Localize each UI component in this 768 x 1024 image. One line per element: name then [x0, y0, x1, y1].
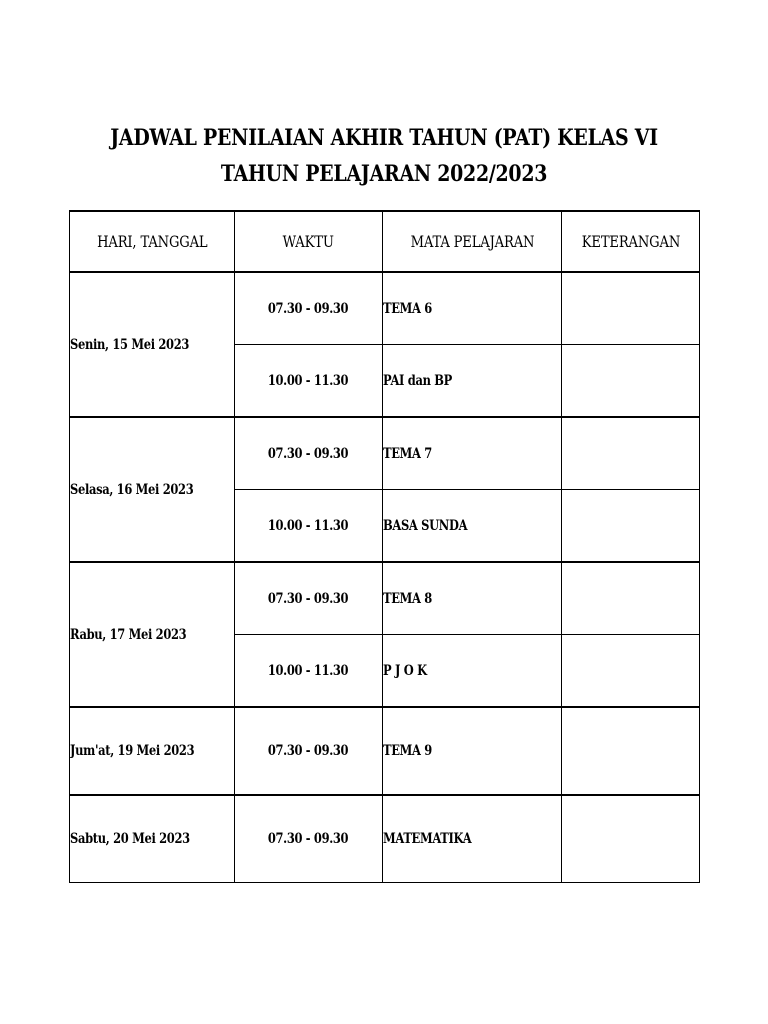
time-cell: 10.00 - 11.30 — [235, 345, 383, 418]
exam-schedule-table — [69, 210, 700, 883]
table-header-row — [70, 211, 700, 272]
note-cell — [562, 795, 700, 883]
time-cell: 07.30 - 09.30 — [235, 795, 383, 883]
subject-cell: BASA SUNDA — [383, 490, 562, 563]
document-title: JADWAL PENILAIAN AKHIR TAHUN (PAT) KELAS VI — [110, 125, 658, 151]
subject-cell: TEMA 8 — [383, 562, 562, 635]
day-cell: Selasa, 16 Mei 2023 — [70, 417, 235, 562]
time-cell: 07.30 - 09.30 — [235, 272, 383, 345]
subject-cell: TEMA 9 — [383, 707, 562, 795]
note-cell — [562, 707, 700, 795]
note-cell — [562, 635, 700, 708]
note-cell — [562, 345, 700, 418]
note-cell — [562, 562, 700, 635]
note-cell — [562, 417, 700, 490]
day-cell: Rabu, 17 Mei 2023 — [70, 562, 235, 707]
day-cell: Senin, 15 Mei 2023 — [70, 272, 235, 417]
time-cell: 07.30 - 09.30 — [235, 562, 383, 635]
subject-cell: TEMA 6 — [383, 272, 562, 345]
document-subtitle: TAHUN PELAJARAN 2022/2023 — [220, 161, 548, 187]
header-note: KETERANGAN — [562, 211, 700, 272]
header-time: WAKTU — [235, 211, 383, 272]
header-subject: MATA PELAJARAN — [383, 211, 562, 272]
day-cell: Jum'at, 19 Mei 2023 — [70, 707, 235, 795]
table-row — [70, 562, 700, 635]
time-cell: 07.30 - 09.30 — [235, 707, 383, 795]
time-cell: 10.00 - 11.30 — [235, 635, 383, 708]
table-row — [70, 417, 700, 490]
header-day: HARI, TANGGAL — [70, 211, 235, 272]
time-cell: 07.30 - 09.30 — [235, 417, 383, 490]
subject-cell: MATEMATIKA — [383, 795, 562, 883]
table-row — [70, 707, 700, 795]
note-cell — [562, 272, 700, 345]
table-row — [70, 795, 700, 883]
subject-cell: TEMA 7 — [383, 417, 562, 490]
subject-cell: P J O K — [383, 635, 562, 708]
day-cell: Sabtu, 20 Mei 2023 — [70, 795, 235, 883]
note-cell — [562, 490, 700, 563]
subject-cell: PAI dan BP — [383, 345, 562, 418]
table-row — [70, 272, 700, 345]
time-cell: 10.00 - 11.30 — [235, 490, 383, 563]
